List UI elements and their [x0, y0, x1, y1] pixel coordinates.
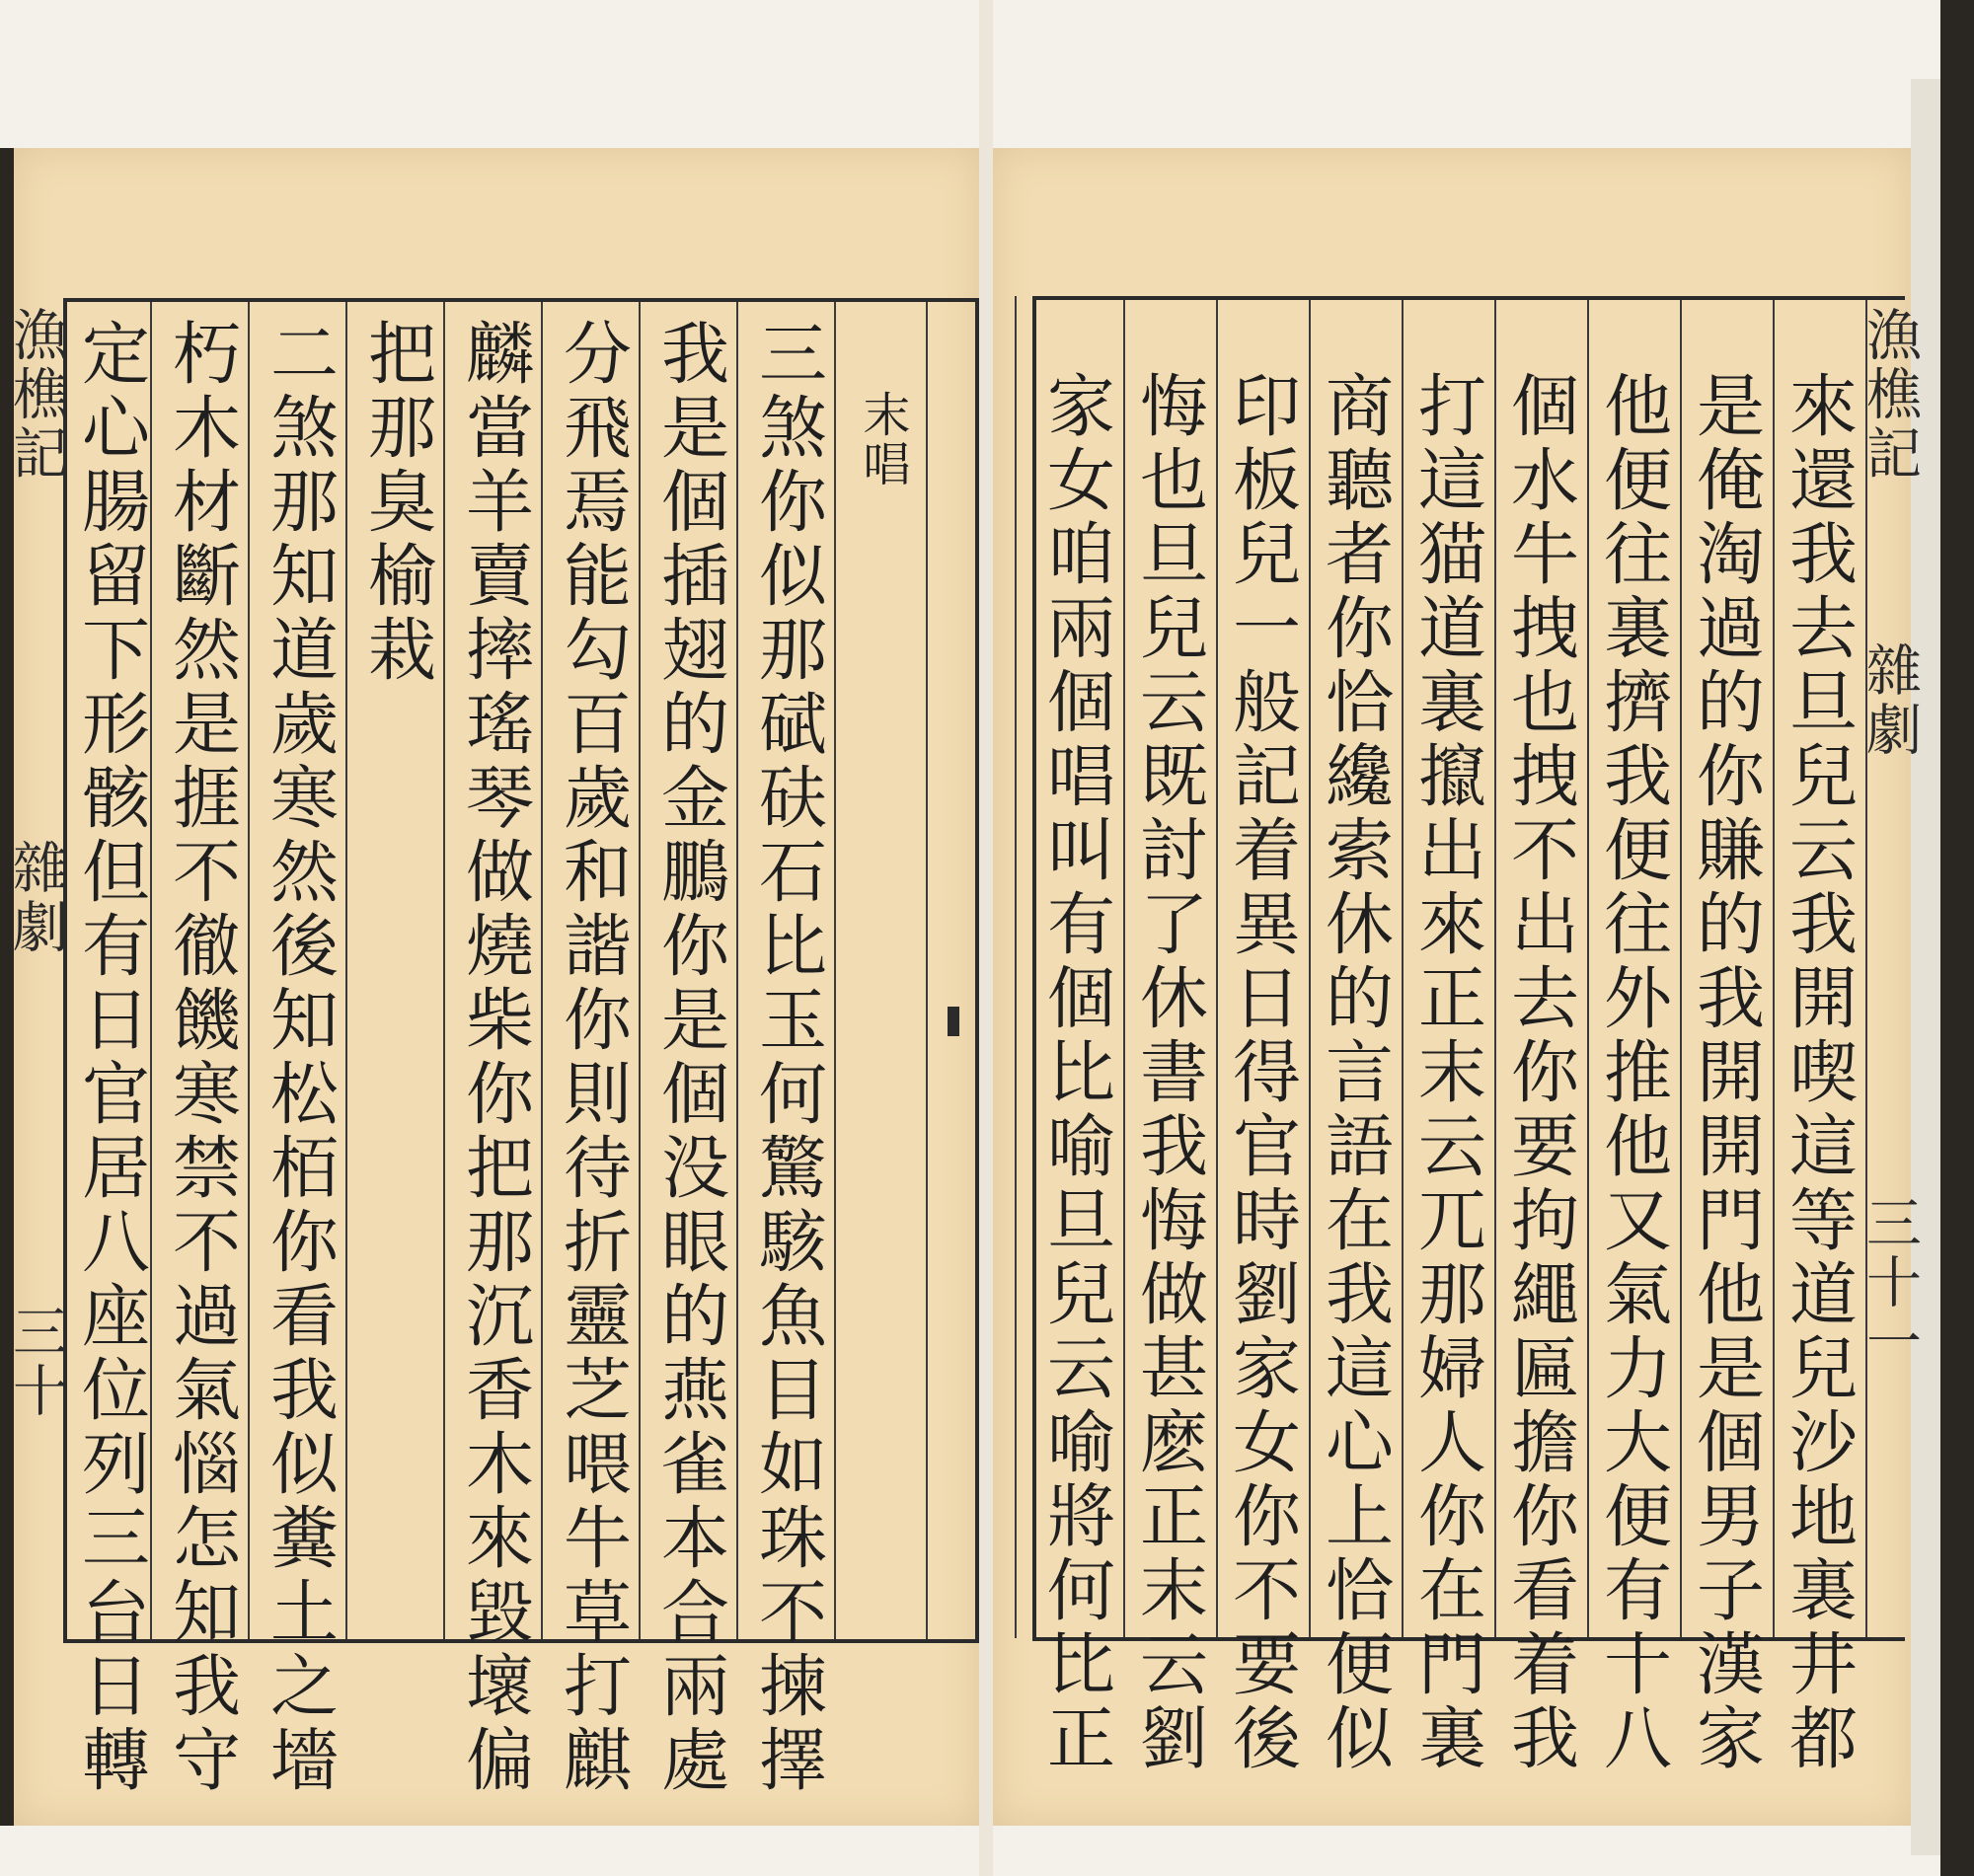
- fishtail-mark: [948, 1007, 959, 1036]
- text-column-7: 二煞那知道歲寒然後知松栢你看我似糞土之墻: [259, 318, 338, 1798]
- column-rule: [345, 302, 347, 1639]
- page-edge-top-right: [993, 0, 1940, 148]
- column-rule: [639, 302, 641, 1639]
- text-column-1: 來還我去旦兒云我開喫這等道兒沙地裏井都: [1778, 370, 1857, 1776]
- outer-rule: [1015, 296, 1017, 1638]
- text-column-9: 家女咱兩個唱叫有個比喻旦兒云喻將何比正: [1035, 370, 1114, 1776]
- column-rule: [834, 302, 836, 1639]
- margin-title: 漁樵記: [4, 306, 68, 484]
- page-edge-bottom-left: [0, 1826, 979, 1876]
- book-gutter: [979, 0, 993, 1876]
- text-column-2: 是俺淘過的你賺的我開開門他是個男子漢家: [1685, 370, 1764, 1776]
- column-rule: [1216, 300, 1218, 1637]
- text-column-4: 分飛焉能勾百歲和諧你則待折靈芝喂牛草打麒: [552, 318, 631, 1798]
- text-column-8: 朽木材斷然是捱不徹饑寒禁不過氣惱怎知我守: [161, 318, 240, 1798]
- text-column-7: 印板兒一般記着異日得官時劉家女你不要後: [1221, 370, 1300, 1776]
- text-column-8: 悔也旦兒云既討了休書我悔做甚麽正末云劉: [1128, 370, 1207, 1776]
- margin-subtitle: 雜劇: [4, 839, 68, 957]
- right-page: [993, 148, 1922, 1826]
- page-edge-top-left: [0, 0, 979, 148]
- margin-subtitle: 雜劇: [1858, 641, 1922, 760]
- text-column-5: 麟當羊賣摔瑤琴做燒柴你把那沉香木來毀壞偏: [454, 318, 533, 1798]
- text-column-5: 打這猫道裏攛出來正末云兀那婦人你在門裏: [1406, 370, 1485, 1776]
- text-column-1: 末唱: [855, 390, 910, 488]
- column-rule: [1865, 300, 1867, 1637]
- column-rule: [443, 302, 445, 1639]
- text-column-4: 個水牛拽也拽不出去你要拘繩匾擔你看着我: [1499, 370, 1578, 1776]
- column-rule: [1680, 300, 1682, 1637]
- column-rule: [248, 302, 250, 1639]
- text-column-6: 把那臭榆栽: [356, 318, 435, 688]
- text-column-3: 我是個插翅的金鵬你是個没眼的燕雀本合兩處: [649, 318, 728, 1798]
- column-rule: [736, 302, 738, 1639]
- text-column-9: 定心腸留下形骸但有日官居八座位列三台日轉: [70, 318, 149, 1798]
- page-edge-bottom-right: [993, 1826, 1940, 1876]
- text-column-3: 他便往裏擠我便往外推他又氣力大便有十八: [1592, 370, 1671, 1776]
- folio-number: 三十一: [1858, 1194, 1922, 1372]
- column-rule: [1123, 300, 1125, 1637]
- column-rule: [541, 302, 543, 1639]
- column-rule: [1773, 300, 1775, 1637]
- column-rule: [1402, 300, 1404, 1637]
- margin-title: 漁樵記: [1858, 306, 1922, 484]
- column-rule: [926, 302, 928, 1639]
- left-page: [4, 148, 979, 1826]
- column-rule: [150, 302, 152, 1639]
- text-column-6: 商聽者你恰纔索休的言語在我這心上恰便似: [1314, 370, 1393, 1776]
- column-rule: [1494, 300, 1496, 1637]
- text-column-2: 三煞你似那碔砆石比玉何驚駭魚目如珠不揀擇: [747, 318, 826, 1798]
- folio-number: 三十: [4, 1303, 68, 1421]
- column-rule: [1309, 300, 1311, 1637]
- column-rule: [1587, 300, 1589, 1637]
